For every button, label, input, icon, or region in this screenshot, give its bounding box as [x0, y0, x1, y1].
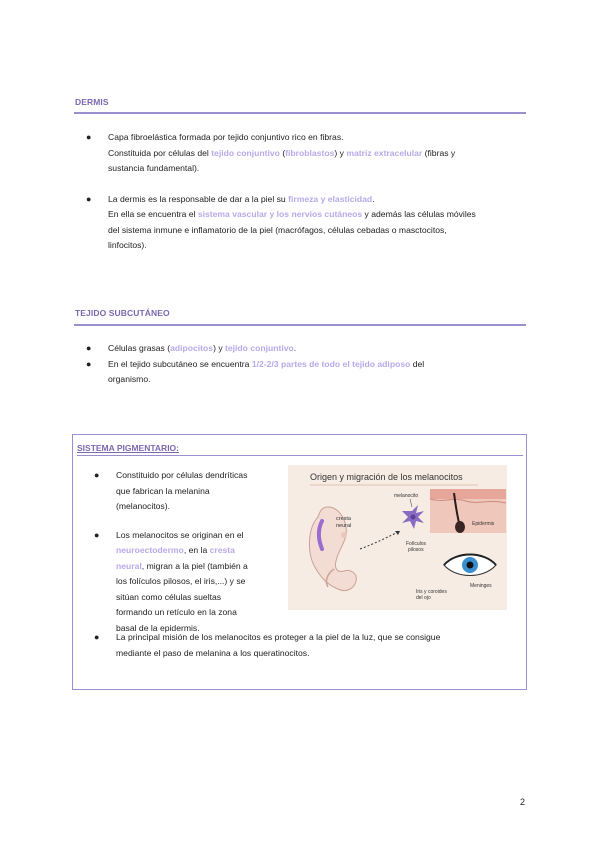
- highlighted-term: tejido conjuntivo: [211, 147, 280, 158]
- skin-illustration: [430, 489, 506, 533]
- text-run: (: [279, 147, 286, 158]
- list-item: [92, 630, 522, 661]
- text-run: Células grasas (: [108, 343, 171, 353]
- text-line: [116, 543, 284, 559]
- highlighted-term: adipocitos: [170, 343, 214, 353]
- pigment-body-wide: [92, 630, 522, 661]
- text-line: [116, 528, 284, 544]
- bullet-icon: ●: [86, 132, 92, 142]
- label-cresta: cresta: [336, 516, 351, 522]
- section-divider: [77, 455, 523, 456]
- label-epidermis: Epidermis: [472, 521, 495, 527]
- section-title-subcutaneo: TEJIDO SUBCUTÁNEO: [75, 308, 170, 318]
- text-run: del: [410, 358, 425, 369]
- section-divider: [74, 324, 526, 326]
- text-run: .: [372, 193, 375, 204]
- section-title-pigmentario: SISTEMA PIGMENTARIO:: [77, 443, 179, 453]
- highlighted-term: matriz extracelular: [346, 147, 423, 158]
- text-line: [116, 484, 284, 500]
- highlighted-term: fibroblastos: [285, 147, 335, 158]
- text-run: formando un retículo en la zona: [116, 607, 237, 617]
- text-line: [108, 357, 524, 373]
- text-run: linfocitos).: [108, 240, 147, 250]
- highlighted-term: 1/2-2/3 partes de todo el tejido adiposo: [251, 358, 411, 369]
- text-run: , en la: [183, 545, 210, 555]
- pigment-body: [92, 468, 284, 636]
- label-meninges: Meninges: [470, 583, 492, 589]
- section-title-dermis: DERMIS: [75, 97, 109, 107]
- text-line: [108, 192, 524, 208]
- text-run: y además las células móviles: [362, 209, 476, 219]
- text-line: [116, 630, 522, 646]
- list-item: [84, 192, 524, 254]
- highlighted-term: sistema vascular y los nervios cutáneos: [197, 209, 363, 219]
- bullet-icon: ●: [86, 343, 92, 353]
- highlighted-term: firmeza y elasticidad: [288, 193, 373, 204]
- text-run: los folículos pilosos, el iris,...) y se: [116, 576, 246, 586]
- text-line: [116, 646, 522, 662]
- text-run: Constituida por células del: [108, 147, 212, 158]
- melanocyte-figure: [288, 465, 507, 610]
- highlighted-term: neural: [116, 560, 142, 571]
- text-line: [116, 590, 284, 606]
- text-line: [116, 499, 284, 515]
- text-run: organismo.: [108, 374, 151, 384]
- text-line: [108, 372, 524, 388]
- figure-title: Origen y migración de los melanocitos: [310, 472, 463, 482]
- list-item: [84, 357, 524, 388]
- text-run: .: [293, 343, 297, 353]
- label-neural: neural: [336, 523, 352, 529]
- text-run: ) y: [334, 147, 347, 158]
- label-foliculos: Folículos: [406, 541, 427, 547]
- label-melanocito: melanocito: [394, 493, 419, 499]
- bullet-icon: ●: [94, 529, 100, 540]
- section-divider: [74, 112, 526, 114]
- eye-illustration: [444, 555, 496, 576]
- list-item: [92, 468, 284, 515]
- text-run: En ella se encuentra el: [108, 209, 198, 219]
- text-line: [108, 161, 524, 177]
- text-line: [116, 574, 284, 590]
- text-run: , migran a la piel (también a: [141, 560, 248, 571]
- label-iris: Iris y coroides: [416, 589, 447, 595]
- text-run: sustancia fundamental).: [108, 163, 200, 173]
- text-run: mediante el paso de melanina a los queratinocitos.: [116, 647, 310, 658]
- bullet-icon: ●: [94, 470, 100, 480]
- bullet-icon: ●: [94, 632, 100, 642]
- list-item: [92, 528, 284, 637]
- text-run: (melanocitos).: [116, 501, 170, 511]
- text-run: sitúan como células sueltas: [116, 591, 222, 602]
- text-run: del sistema inmune e inflamatorio de la piel (macrófagos, células cebadas o masctocitos,: [108, 224, 447, 235]
- text-line: [108, 130, 524, 146]
- bullet-icon: ●: [86, 358, 92, 369]
- subcutaneo-body: [84, 341, 524, 388]
- highlighted-term: tejido conjuntivo: [225, 343, 294, 353]
- text-line: [108, 238, 524, 254]
- melanocyte-illustration: [402, 505, 424, 529]
- text-line: [108, 223, 524, 239]
- text-run: En el tejido subcutáneo se encuentra: [108, 358, 252, 369]
- text-run: ) y: [213, 343, 226, 353]
- text-run: La dermis es la responsable de dar a la piel su: [108, 193, 289, 204]
- bullet-icon: ●: [86, 193, 92, 204]
- text-run: (fibras y: [422, 147, 456, 158]
- text-run: que fabrican la melanina: [116, 485, 210, 496]
- page-number: 2: [520, 797, 526, 807]
- text-line: [116, 605, 284, 621]
- text-line: [108, 207, 524, 223]
- text-line: [116, 468, 284, 484]
- label-ojo: del ojo: [416, 595, 431, 601]
- dermis-body: [84, 130, 524, 254]
- list-item: [84, 130, 524, 177]
- highlighted-term: neuroectodermo: [116, 545, 184, 555]
- text-run: basal de la epidermis.: [116, 622, 200, 633]
- text-run: Capa fibroelástica formada por tejido conjuntivo rico en fibras.: [108, 132, 344, 142]
- text-line: [108, 341, 524, 357]
- text-line: [116, 559, 284, 575]
- highlighted-term: cresta: [209, 545, 235, 555]
- label-pilosos: pilosos: [408, 547, 424, 553]
- text-run: Constituido por células dendríticas: [116, 470, 248, 480]
- text-run: La principal misión de los melanocitos es proteger a la piel de la luz, que se consigue: [116, 632, 441, 642]
- text-line: [108, 146, 524, 162]
- text-run: Los melanocitos se originan en el: [116, 529, 244, 540]
- list-item: [84, 341, 524, 357]
